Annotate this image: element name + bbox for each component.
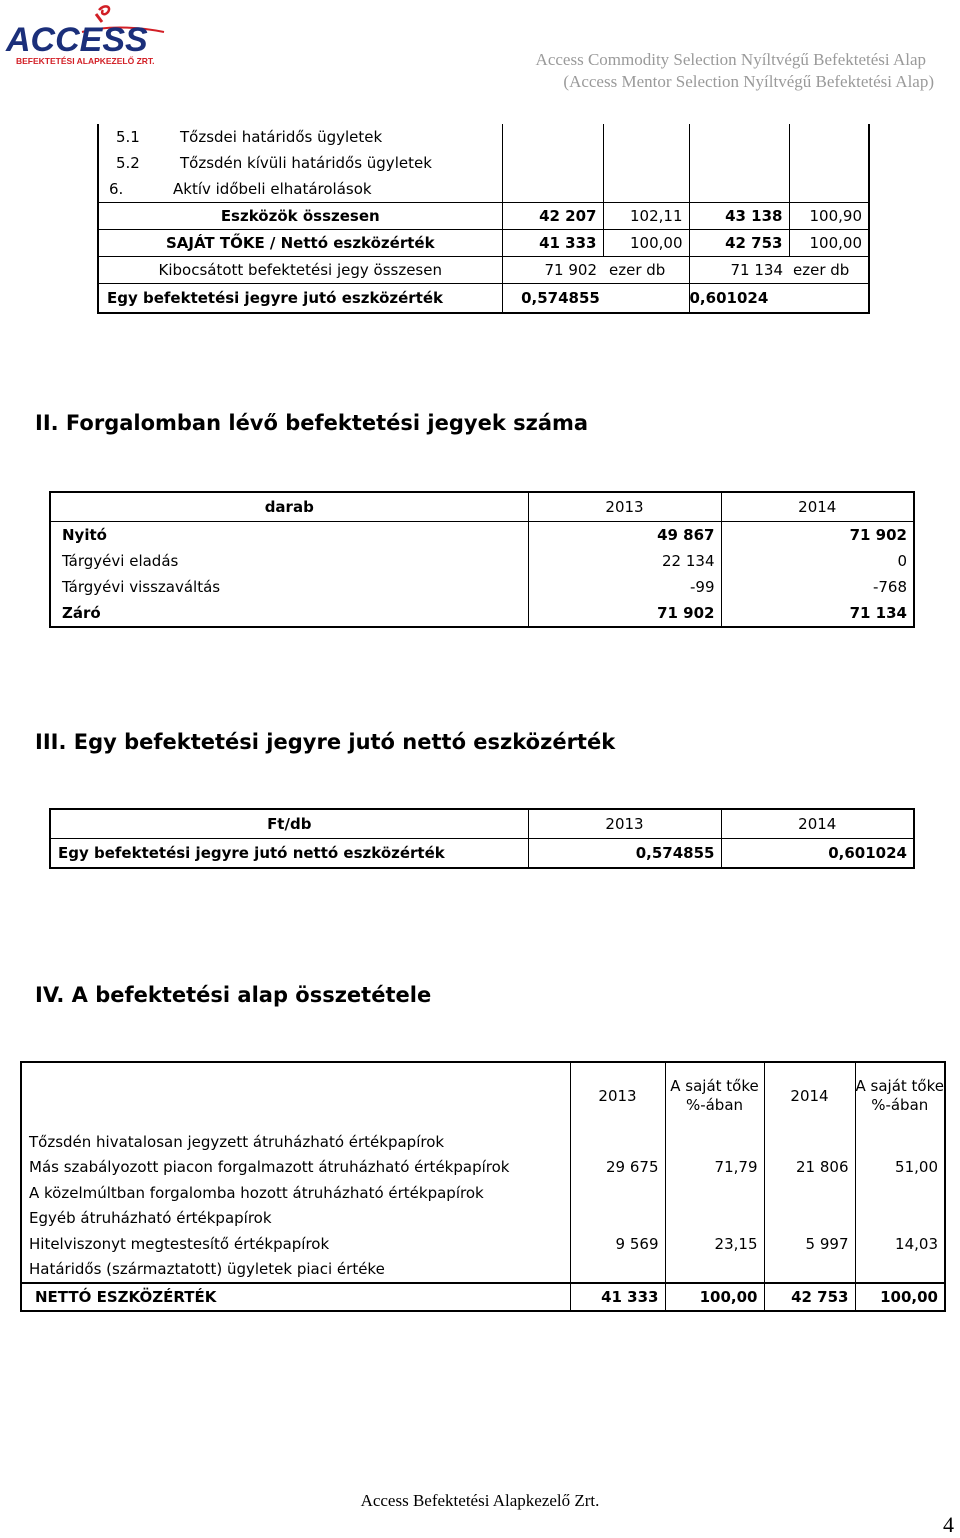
table-row-equity: SAJÁT TŐKE / Nettó eszközérték 41 333 100,00 42 753 100,00 xyxy=(98,230,869,257)
company-logo xyxy=(4,2,190,66)
fund-old-name: (Access Mentor Selection Nyíltvégű Befektetési Alap) xyxy=(563,72,934,91)
row-label: 6. Aktív időbeli elhatárolások xyxy=(98,176,502,203)
table-row-assets: Eszközök összesen 42 207 102,11 43 138 100,90 xyxy=(98,203,869,230)
table-row: Más szabályozott piacon forgalmazott átruházható értékpapírok 29 675 71,79 21 806 51,00 xyxy=(21,1155,945,1181)
table-row: Záró 71 902 71 134 xyxy=(50,600,914,627)
section-title-iv: IV. A befektetési alap összetétele xyxy=(35,983,432,1007)
logo-wordmark: ACCESS xyxy=(6,21,148,59)
logo-subtitle: BEFEKTETÉSI ALAPKEZELŐ ZRT. xyxy=(16,56,155,66)
table-row-units: Kibocsátott befektetési jegy összesen 71 902 ezer db 71 134 ezer db xyxy=(98,257,869,284)
table-row: Egy befektetési jegyre jutó nettó eszközérték 0,574855 0,601024 xyxy=(50,839,914,869)
table-row: A közelmúltban forgalomba hozott átruházható értékpapírok xyxy=(21,1180,945,1206)
table-row: Tőzsdén hivatalosan jegyzett átruházható értékpapírok xyxy=(21,1129,945,1155)
table-row: Egyéb átruházható értékpapírok xyxy=(21,1206,945,1232)
page-number: 4 xyxy=(943,1512,954,1537)
table-row: Tárgyévi visszaváltás -99 -768 xyxy=(50,574,914,600)
table-row: Hitelviszonyt megtestesítő értékpapírok 9 569 23,15 5 997 14,03 xyxy=(21,1231,945,1257)
fund-composition-table xyxy=(20,1061,946,1312)
table-row-nav: Egy befektetési jegyre jutó eszközérték 0,574855 0,601024 xyxy=(98,284,869,314)
table-row: Nyitó 49 867 71 902 xyxy=(50,522,914,549)
table-row: Határidős (származtatott) ügyletek piaci értéke xyxy=(21,1257,945,1284)
table-row-total: NETTÓ ESZKÖZÉRTÉK 41 333 100,00 42 753 100,00 xyxy=(21,1283,945,1311)
footer-company: Access Befektetési Alapkezelő Zrt. xyxy=(360,1491,600,1510)
fund-name: Access Commodity Selection Nyíltvégű Befektetési Alap xyxy=(535,50,926,69)
logo-graphic xyxy=(4,2,190,66)
units-in-circulation-table xyxy=(49,491,915,628)
section-title-ii: II. Forgalomban lévő befektetési jegyek száma xyxy=(35,411,589,435)
table-header: 2013 A saját tőke %-ában 2014 A saját tőke %-ában xyxy=(21,1062,945,1129)
table-row xyxy=(98,150,869,176)
table-header: darab 2013 2014 xyxy=(50,492,914,522)
balance-summary-table xyxy=(97,124,870,314)
table-row xyxy=(98,176,869,203)
table-header: Ft/db 2013 2014 xyxy=(50,809,914,839)
nav-per-unit-table xyxy=(49,808,915,869)
section-title-iii: III. Egy befektetési jegyre jutó nettó eszközérték xyxy=(35,730,616,754)
table-row xyxy=(98,124,869,150)
row-label: 5.1 Tőzsdei határidős ügyletek xyxy=(98,124,502,150)
row-label: 5.2 Tőzsdén kívüli határidős ügyletek xyxy=(98,150,502,176)
table-row: Tárgyévi eladás 22 134 0 xyxy=(50,548,914,574)
